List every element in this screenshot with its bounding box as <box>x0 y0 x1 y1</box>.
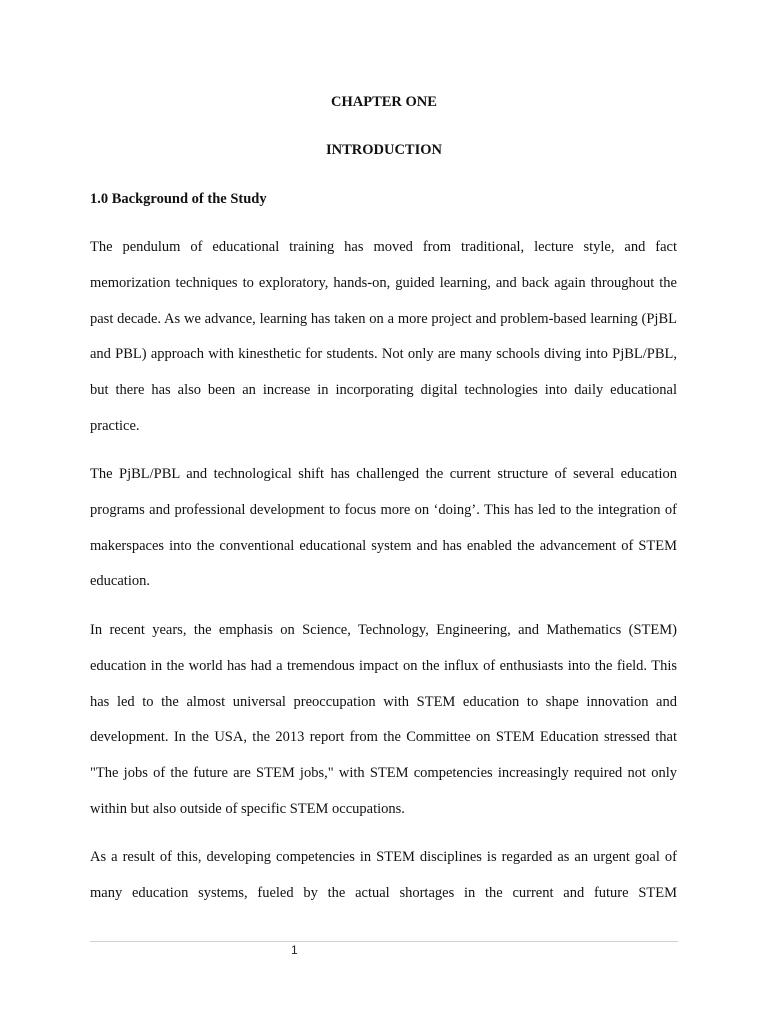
section-heading: INTRODUCTION <box>325 142 442 158</box>
chapter-title: CHAPTER ONE <box>331 94 437 110</box>
paragraph-3: In recent years, the emphasis on Science, Technology, Engineering, and Mathematics (STEM) education in the world has had a tremendous impact on the influx of enthusiasts into the field. This has led to the almost universal preoccupation with STEM education to shape innovation and development. In the USA, the 2013 report from the Committee on STEM Education stressed that "The jobs of the future are STEM jobs," with STEM competencies increasingly required not only within but also outside of specific STEM occupations. <box>90 622 677 817</box>
paragraph-4: As a result of this, developing competencies in STEM disciplines is regarded as an urgent goal of many education systems, fueled by the actual shortages in the current and future STEM <box>90 849 677 901</box>
paragraph-2: The PjBL/PBL and technological shift has challenged the current structure of several education programs and professional development to focus more on ‘doing’. This has led to the integration of makerspaces into the conventional educational system and has enabled the advancement of STEM education. <box>90 466 677 590</box>
paragraph-1: The pendulum of educational training has moved from traditional, lecture style, and fact memorization techniques to exploratory, hands-on, guided learning, and back again throughout the past decade. As we advance, learning has taken on a more project and problem-based learning (PjBL and PBL) approach with kinesthetic for students. Not only are many schools diving into PjBL/PBL, but there has also been an increase in incorporating digital technologies into daily educational practice. <box>90 239 677 434</box>
footer-divider <box>90 941 678 942</box>
page-number: 1 <box>291 943 298 957</box>
subsection-title: 1.0 Background of the Study <box>90 191 267 207</box>
